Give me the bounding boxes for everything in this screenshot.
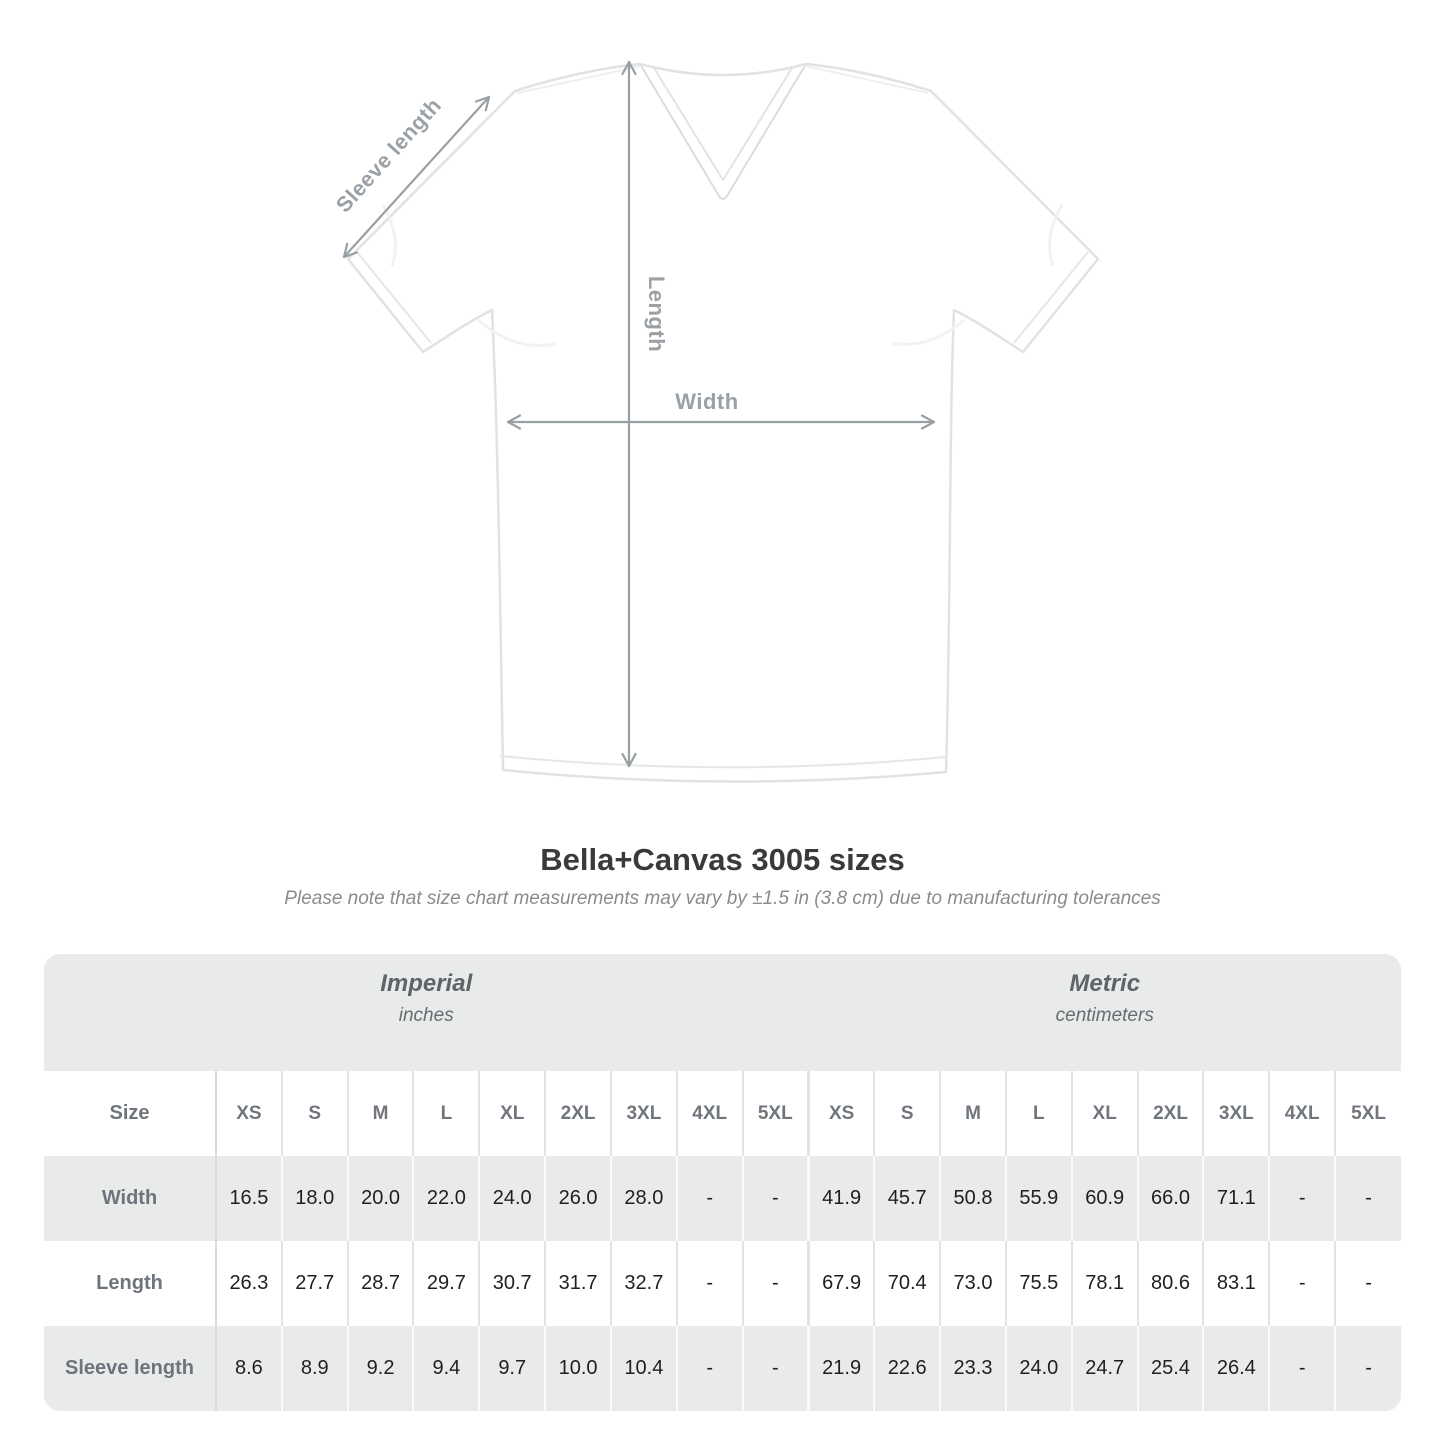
metric-label: Metric (1069, 970, 1141, 997)
unit-group-header-row (44, 954, 1401, 1071)
value-cell: 10.4 (611, 1326, 677, 1411)
size-col-header: 5XL (1335, 1071, 1401, 1156)
value-cell: 24.0 (1006, 1326, 1072, 1411)
size-col-header: L (413, 1071, 479, 1156)
value-cell: - (677, 1326, 743, 1411)
value-cell: 21.9 (808, 1326, 874, 1411)
value-cell: - (1269, 1326, 1335, 1411)
value-cell: 22.6 (874, 1326, 940, 1411)
value-cell: 16.5 (216, 1156, 282, 1241)
size-col-header: S (282, 1071, 348, 1156)
size-table-grid (44, 954, 1401, 1411)
imperial-unit: inches (398, 1005, 454, 1026)
value-cell: 18.0 (282, 1156, 348, 1241)
value-cell: 78.1 (1072, 1241, 1138, 1326)
value-cell: - (743, 1241, 809, 1326)
value-cell: 28.7 (348, 1241, 414, 1326)
row-label: Sleeve length (65, 1357, 194, 1379)
size-header-row (44, 1071, 1401, 1156)
size-col-header: XS (808, 1071, 874, 1156)
size-col-header: M (348, 1071, 414, 1156)
metric-unit: centimeters (1055, 1005, 1154, 1026)
value-cell: 23.3 (940, 1326, 1006, 1411)
value-cell: 22.0 (413, 1156, 479, 1241)
value-cell: 55.9 (1006, 1156, 1072, 1241)
imperial-label: Imperial (380, 970, 473, 997)
measurement-row (44, 1241, 1401, 1326)
size-row-label: Size (109, 1102, 150, 1124)
value-cell: 70.4 (874, 1241, 940, 1326)
value-cell: 25.4 (1138, 1326, 1204, 1411)
width-label: Width (675, 389, 739, 414)
value-cell: 50.8 (940, 1156, 1006, 1241)
value-cell: 8.9 (282, 1326, 348, 1411)
page-subtitle: Please note that size chart measurements may vary by ±1.5 in (3.8 cm) due to manufacturing tolerances (284, 888, 1161, 909)
metric-group-header (808, 954, 1401, 1071)
size-col-header: 4XL (1269, 1071, 1335, 1156)
size-col-header: 5XL (743, 1071, 809, 1156)
measurement-row (44, 1156, 1401, 1241)
value-cell: - (1269, 1156, 1335, 1241)
size-col-header: L (1006, 1071, 1072, 1156)
size-col-header: S (874, 1071, 940, 1156)
value-cell: 32.7 (611, 1241, 677, 1326)
value-cell: - (743, 1156, 809, 1241)
size-col-header: 2XL (1138, 1071, 1204, 1156)
value-cell: - (1269, 1241, 1335, 1326)
value-cell: 45.7 (874, 1156, 940, 1241)
imperial-group-header (44, 954, 808, 1071)
value-cell: 26.4 (1203, 1326, 1269, 1411)
row-label: Width (101, 1187, 158, 1209)
value-cell: 66.0 (1138, 1156, 1204, 1241)
size-col-header: 4XL (677, 1071, 743, 1156)
value-cell: 41.9 (808, 1156, 874, 1241)
sleeve-length-label: Sleeve length (331, 93, 447, 218)
value-cell: 75.5 (1006, 1241, 1072, 1326)
page-title: Bella+Canvas 3005 sizes (540, 842, 905, 877)
value-cell: 9.4 (413, 1326, 479, 1411)
value-cell: 83.1 (1203, 1241, 1269, 1326)
size-col-header: XS (216, 1071, 282, 1156)
value-cell: 10.0 (545, 1326, 611, 1411)
value-cell: 8.6 (216, 1326, 282, 1411)
row-label: Length (96, 1272, 163, 1294)
value-cell: 27.7 (282, 1241, 348, 1326)
size-col-header: 3XL (1203, 1071, 1269, 1156)
value-cell: 29.7 (413, 1241, 479, 1326)
value-cell: 80.6 (1138, 1241, 1204, 1326)
value-cell: 9.7 (479, 1326, 545, 1411)
value-cell: 20.0 (348, 1156, 414, 1241)
value-cell: - (1335, 1241, 1401, 1326)
value-cell: 30.7 (479, 1241, 545, 1326)
size-col-header: XL (479, 1071, 545, 1156)
value-cell: 67.9 (808, 1241, 874, 1326)
value-cell: 60.9 (1072, 1156, 1138, 1241)
value-cell: 26.0 (545, 1156, 611, 1241)
value-cell: 24.0 (479, 1156, 545, 1241)
value-cell: 71.1 (1203, 1156, 1269, 1241)
value-cell: - (743, 1326, 809, 1411)
measurement-row (44, 1326, 1401, 1411)
value-cell: 26.3 (216, 1241, 282, 1326)
value-cell: - (1335, 1326, 1401, 1411)
size-col-header: 3XL (611, 1071, 677, 1156)
size-col-header: M (940, 1071, 1006, 1156)
length-label: Length (644, 275, 669, 353)
value-cell: - (677, 1241, 743, 1326)
value-cell: 73.0 (940, 1241, 1006, 1326)
value-cell: 28.0 (611, 1156, 677, 1241)
value-cell: - (1335, 1156, 1401, 1241)
value-cell: 24.7 (1072, 1326, 1138, 1411)
size-col-header: XL (1072, 1071, 1138, 1156)
value-cell: 9.2 (348, 1326, 414, 1411)
value-cell: 31.7 (545, 1241, 611, 1326)
size-table (44, 954, 1401, 1411)
value-cell: - (677, 1156, 743, 1241)
size-col-header: 2XL (545, 1071, 611, 1156)
